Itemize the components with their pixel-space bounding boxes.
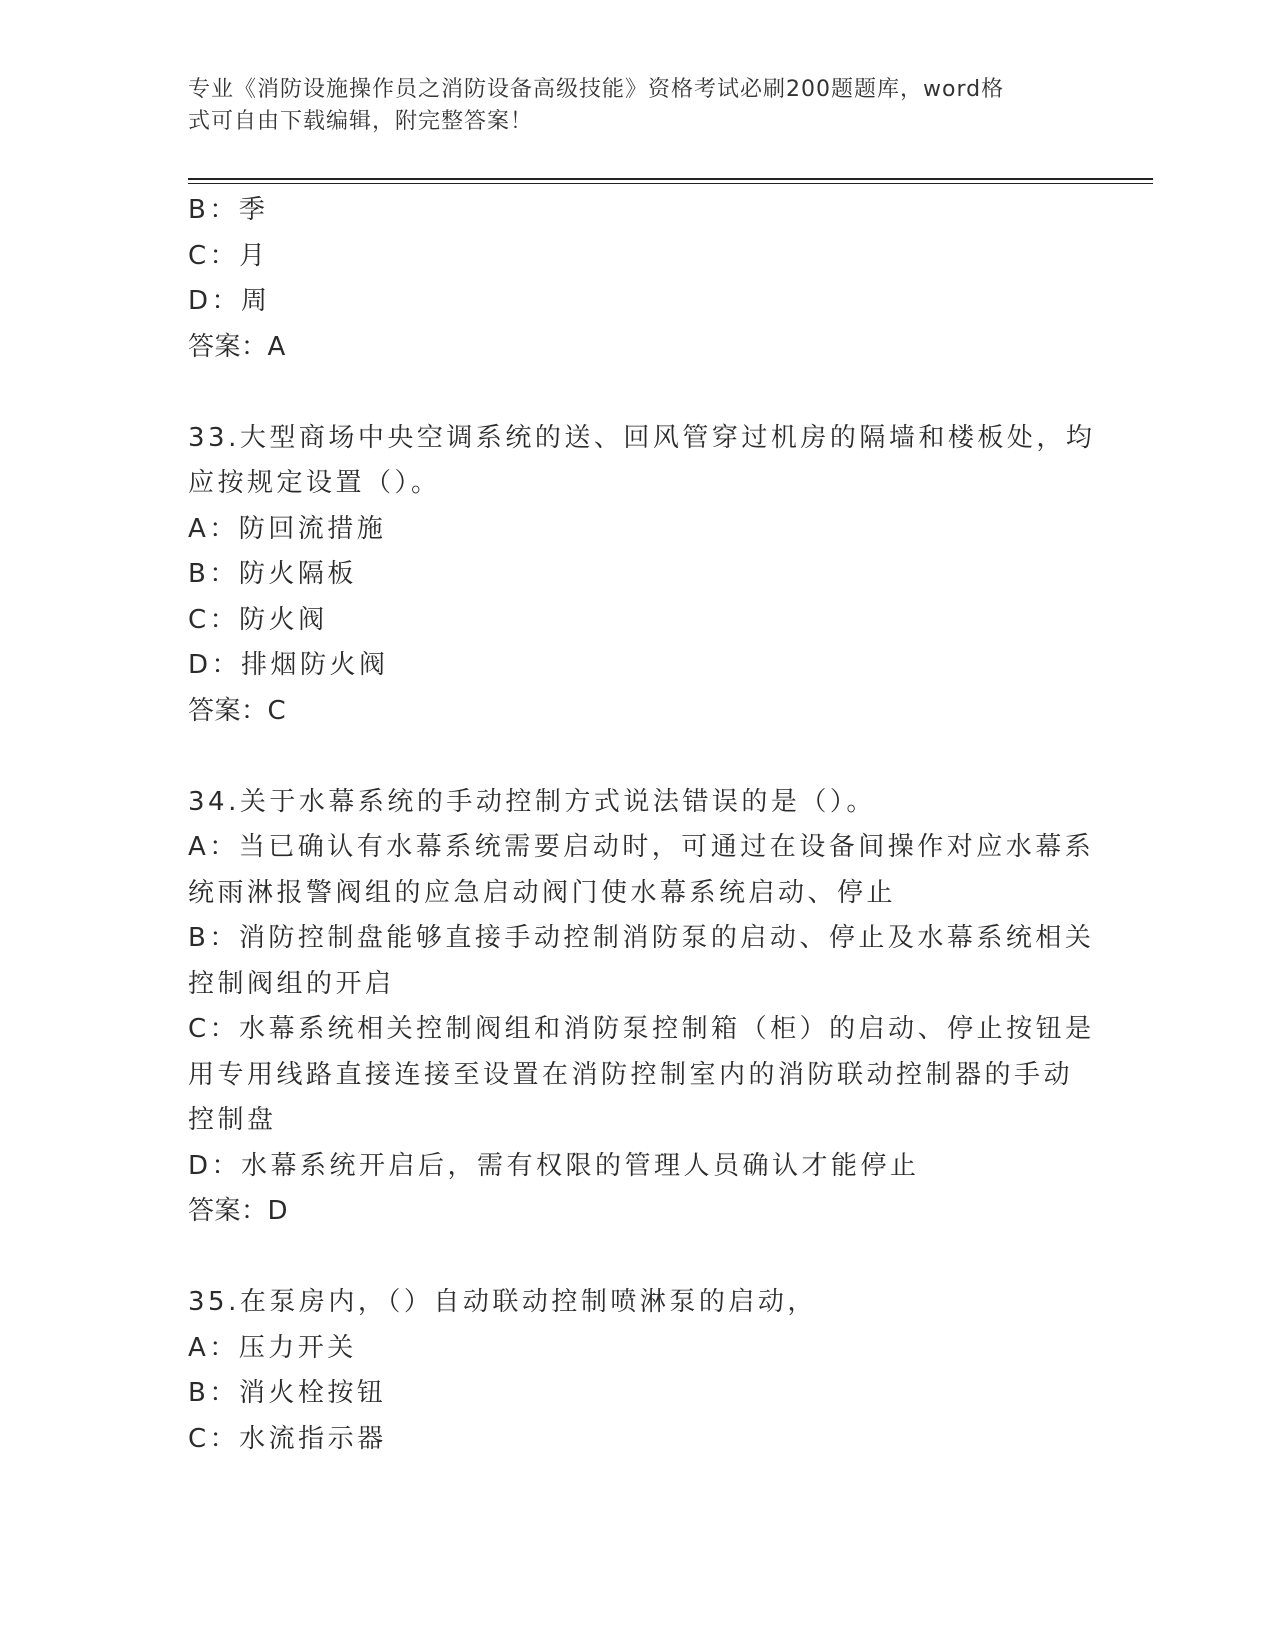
header-divider-thin <box>188 183 1153 184</box>
header-line-2: 式可自由下载编辑，附完整答案！ <box>188 109 534 134</box>
document-header <box>188 74 1068 138</box>
option-d: D：排烟防火阀 <box>188 650 389 680</box>
question-34-stem: 34.关于水幕系统的手动控制方式说法错误的是（）。 <box>188 786 876 817</box>
question-35-block <box>188 1280 1088 1462</box>
header-divider-thick <box>188 178 1153 180</box>
option-c-line-3: 控制盘 <box>188 1105 277 1135</box>
spacer <box>188 370 1088 416</box>
option-a: A：压力开关 <box>188 1332 357 1363</box>
answer-value: C <box>267 695 286 726</box>
option-c-line-2: 用专用线路直接连接至设置在消防控制室内的消防联动控制器的手动 <box>188 1059 1074 1090</box>
answer-value: D <box>267 1196 288 1226</box>
option-d: D：水幕系统开启后，需有权限的管理人员确认才能停止 <box>188 1150 920 1181</box>
question-content <box>188 188 1096 1462</box>
answer-label: 答案： <box>188 695 268 726</box>
question-33-block <box>188 416 1096 735</box>
prev-question-block <box>188 188 1088 370</box>
spacer <box>188 734 1088 780</box>
answer-line <box>188 325 1088 371</box>
option-b-line-1: B：消防控制盘能够直接手动控制消防泵的启动、停止及水幕系统相关 <box>188 923 1095 953</box>
option-c: C：水流指示器 <box>188 1423 387 1454</box>
answer-line <box>188 1189 1088 1235</box>
option-c: C：月 <box>188 240 269 271</box>
question-34-block <box>188 780 1095 1235</box>
option-b: B：消火栓按钮 <box>188 1378 387 1408</box>
answer-label: 答案： <box>188 1196 268 1226</box>
option-c: C：防火阀 <box>188 604 328 635</box>
option-b-line-2: 控制阀组的开启 <box>188 968 395 999</box>
spacer <box>188 1235 1088 1281</box>
question-33-stem-line-2: 应按规定设置（）。 <box>188 468 441 498</box>
question-35-stem: 35.在泵房内，（）自动联动控制喷淋泵的启动， <box>188 1287 817 1317</box>
header-line-1: 专业《消防设施操作员之消防设备高级技能》资格考试必刷200题题库，word格 <box>188 77 1005 102</box>
option-c-line-1: C：水幕系统相关控制阀组和消防泵控制箱（柜）的启动、停止按钮是 <box>188 1014 1095 1044</box>
answer-value: A <box>267 331 286 362</box>
option-a-line-2: 统雨淋报警阀组的应急启动阀门使水幕系统启动、停止 <box>188 877 897 908</box>
option-a-line-1: A：当已确认有水幕系统需要启动时，可通过在设备间操作对应水幕系 <box>188 832 1095 862</box>
question-33-stem-line-1: 33.大型商场中央空调系统的送、回风管穿过机房的隔墙和楼板处，均 <box>188 422 1096 453</box>
answer-line <box>188 689 1088 735</box>
option-d: D：周 <box>188 286 271 316</box>
option-b: B：防火隔板 <box>188 559 357 589</box>
option-a: A：防回流措施 <box>188 513 387 544</box>
answer-label: 答案： <box>188 331 268 362</box>
option-b: B：季 <box>188 195 269 225</box>
